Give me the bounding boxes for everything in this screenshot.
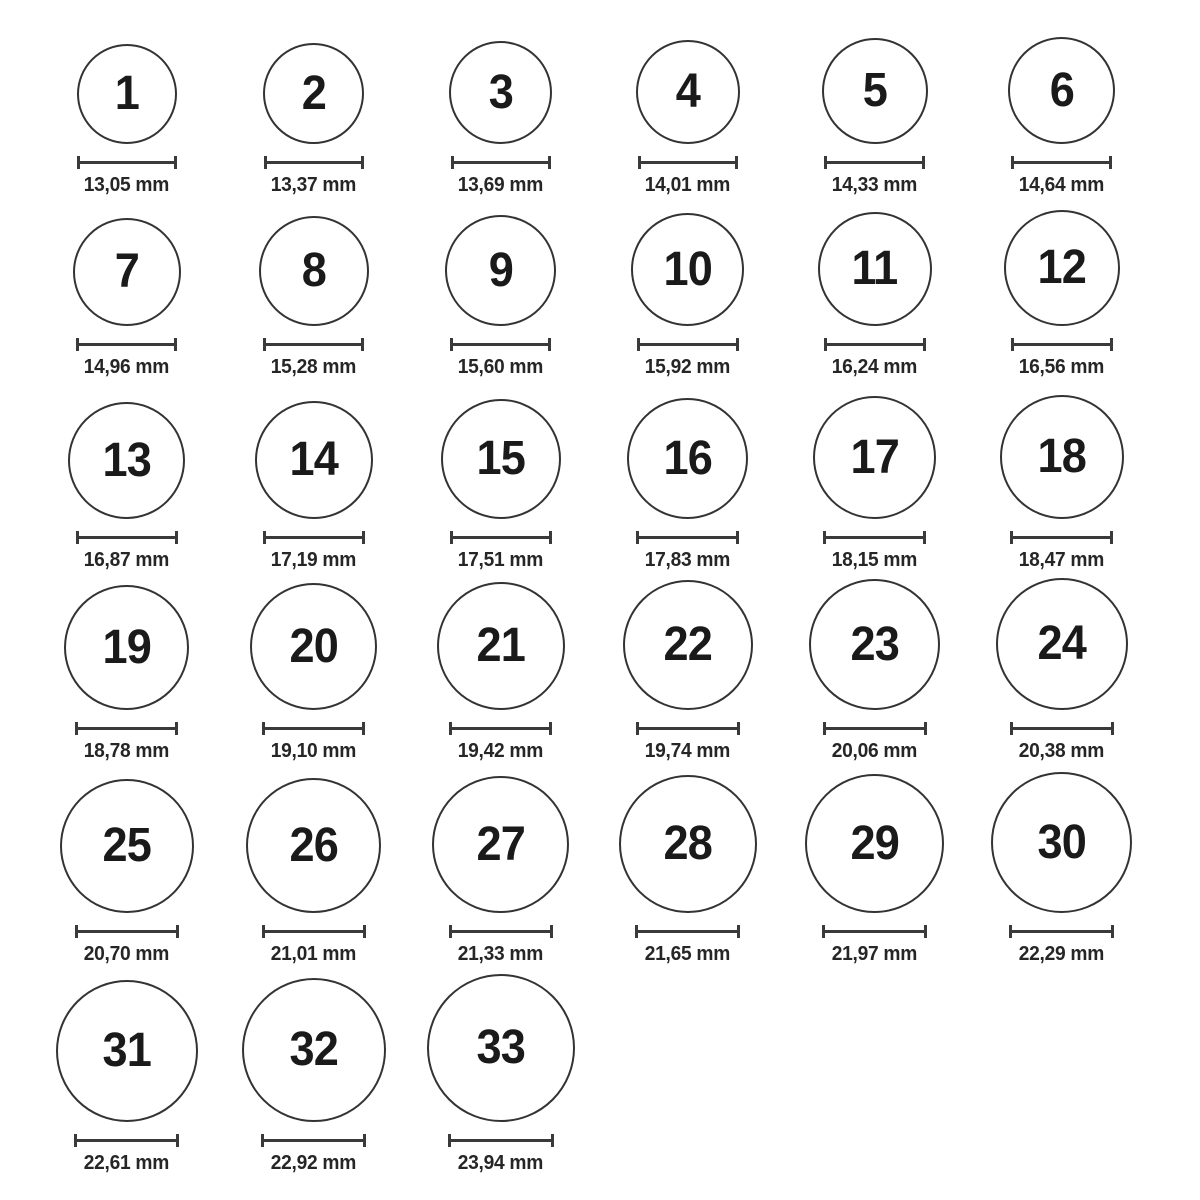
ring-size-number: 18 bbox=[1037, 430, 1086, 483]
ring-size-item bbox=[407, 974, 594, 1175]
ring-size-item bbox=[220, 778, 407, 966]
ring-circle bbox=[432, 776, 569, 913]
ring-circle bbox=[1000, 395, 1124, 519]
diameter-label: 20,06 mm bbox=[831, 740, 918, 762]
diameter-measure-line bbox=[449, 722, 552, 735]
diameter-measure-line bbox=[450, 338, 551, 351]
diameter-measure-line bbox=[1011, 338, 1113, 351]
ring-size-number: 12 bbox=[1037, 241, 1086, 294]
ring-size-item bbox=[968, 210, 1155, 379]
diameter-label: 23,94 mm bbox=[457, 1152, 544, 1174]
diameter-label: 21,97 mm bbox=[831, 943, 918, 965]
ring-size-number: 15 bbox=[476, 432, 525, 485]
diameter-measure-line bbox=[824, 338, 926, 351]
diameter-label: 14,01 mm bbox=[644, 174, 731, 196]
ring-size-item bbox=[781, 212, 968, 379]
ring-circle bbox=[68, 402, 185, 519]
diameter-label: 18,78 mm bbox=[83, 740, 170, 762]
chart-row bbox=[33, 210, 1200, 379]
ring-size-number: 4 bbox=[675, 65, 700, 118]
ring-circle bbox=[441, 399, 561, 519]
diameter-label: 14,64 mm bbox=[1018, 174, 1105, 196]
diameter-label: 22,92 mm bbox=[270, 1152, 357, 1174]
diameter-label: 20,70 mm bbox=[83, 943, 170, 965]
ring-circle bbox=[1008, 37, 1115, 144]
ring-size-item bbox=[594, 580, 781, 763]
ring-size-number: 32 bbox=[289, 1023, 338, 1076]
ring-size-item bbox=[220, 43, 407, 197]
diameter-measure-line bbox=[449, 925, 553, 938]
diameter-measure-line bbox=[450, 531, 552, 544]
ring-size-item bbox=[781, 38, 968, 197]
diameter-measure-line bbox=[635, 925, 740, 938]
chart-row bbox=[33, 395, 1200, 572]
diameter-measure-line bbox=[637, 338, 739, 351]
ring-size-item bbox=[407, 399, 594, 572]
ring-size-number: 20 bbox=[289, 619, 338, 673]
ring-circle bbox=[73, 218, 181, 326]
ring-circle bbox=[805, 774, 944, 913]
ring-circle bbox=[623, 580, 753, 710]
ring-size-item bbox=[781, 396, 968, 572]
diameter-label: 18,15 mm bbox=[831, 549, 918, 571]
ring-circle bbox=[255, 401, 373, 519]
ring-size-number: 26 bbox=[289, 818, 338, 872]
diameter-label: 21,33 mm bbox=[457, 943, 544, 965]
ring-circle bbox=[445, 215, 556, 326]
ring-circle bbox=[1004, 210, 1120, 326]
ring-size-item bbox=[594, 40, 781, 197]
diameter-label: 13,05 mm bbox=[83, 174, 170, 196]
chart-row bbox=[33, 974, 1200, 1175]
ring-size-number: 13 bbox=[102, 433, 151, 487]
diameter-measure-line bbox=[75, 722, 178, 735]
ring-size-number: 5 bbox=[862, 64, 887, 117]
ring-size-item bbox=[33, 779, 220, 966]
diameter-measure-line bbox=[263, 338, 364, 351]
ring-size-item bbox=[594, 775, 781, 966]
ring-size-item bbox=[33, 585, 220, 763]
diameter-label: 15,28 mm bbox=[270, 356, 357, 378]
ring-size-item bbox=[220, 583, 407, 763]
diameter-label: 17,51 mm bbox=[457, 549, 544, 571]
ring-size-chart bbox=[0, 37, 1200, 1200]
diameter-measure-line bbox=[1010, 722, 1114, 735]
ring-circle bbox=[77, 44, 177, 144]
diameter-measure-line bbox=[448, 1134, 554, 1147]
diameter-label: 21,01 mm bbox=[270, 943, 357, 965]
ring-circle bbox=[996, 578, 1128, 710]
ring-circle bbox=[242, 978, 386, 1122]
ring-size-item bbox=[33, 402, 220, 572]
ring-size-item bbox=[781, 579, 968, 763]
ring-size-item bbox=[407, 582, 594, 763]
diameter-measure-line bbox=[74, 1134, 179, 1147]
ring-size-number: 3 bbox=[488, 65, 513, 119]
ring-size-item bbox=[220, 216, 407, 379]
ring-size-number: 11 bbox=[851, 242, 898, 295]
ring-size-item bbox=[968, 578, 1155, 763]
ring-circle bbox=[991, 772, 1132, 913]
chart-row bbox=[33, 772, 1200, 966]
ring-size-item bbox=[968, 772, 1155, 966]
ring-circle bbox=[818, 212, 932, 326]
diameter-measure-line bbox=[638, 156, 738, 169]
ring-size-number: 29 bbox=[850, 816, 899, 870]
ring-circle bbox=[631, 213, 744, 326]
ring-circle bbox=[60, 779, 194, 913]
ring-size-number: 7 bbox=[114, 245, 139, 298]
ring-size-item bbox=[968, 395, 1155, 572]
ring-size-item bbox=[220, 978, 407, 1175]
diameter-measure-line bbox=[1010, 531, 1113, 544]
ring-circle bbox=[263, 43, 364, 144]
ring-size-number: 23 bbox=[850, 617, 899, 671]
diameter-label: 16,24 mm bbox=[831, 356, 918, 378]
diameter-label: 18,47 mm bbox=[1018, 549, 1105, 571]
ring-size-number: 19 bbox=[102, 620, 151, 674]
diameter-measure-line bbox=[636, 531, 739, 544]
ring-size-number: 25 bbox=[102, 819, 151, 872]
diameter-label: 19,74 mm bbox=[644, 740, 731, 762]
diameter-label: 21,65 mm bbox=[644, 943, 731, 965]
ring-size-item bbox=[407, 776, 594, 966]
diameter-label: 16,87 mm bbox=[83, 549, 170, 571]
ring-size-number: 9 bbox=[488, 243, 513, 297]
ring-size-item bbox=[594, 398, 781, 572]
ring-size-number: 24 bbox=[1037, 617, 1086, 670]
ring-circle bbox=[246, 778, 381, 913]
ring-size-number: 30 bbox=[1037, 815, 1086, 869]
diameter-label: 16,56 mm bbox=[1018, 356, 1105, 378]
ring-size-number: 8 bbox=[301, 244, 326, 297]
diameter-measure-line bbox=[76, 531, 178, 544]
diameter-label: 15,92 mm bbox=[644, 356, 731, 378]
diameter-label: 22,61 mm bbox=[83, 1152, 170, 1174]
ring-size-item bbox=[33, 44, 220, 197]
ring-size-number: 16 bbox=[663, 431, 712, 485]
ring-circle bbox=[56, 980, 198, 1122]
ring-size-number: 27 bbox=[476, 817, 525, 871]
diameter-label: 14,33 mm bbox=[831, 174, 918, 196]
ring-circle bbox=[437, 582, 565, 710]
ring-circle bbox=[813, 396, 936, 519]
ring-circle bbox=[427, 974, 575, 1122]
diameter-measure-line bbox=[261, 1134, 366, 1147]
ring-size-item bbox=[968, 37, 1155, 197]
diameter-measure-line bbox=[823, 531, 926, 544]
ring-size-number: 6 bbox=[1049, 63, 1074, 117]
diameter-measure-line bbox=[822, 925, 927, 938]
ring-size-number: 1 bbox=[114, 67, 139, 120]
ring-circle bbox=[627, 398, 748, 519]
ring-size-number: 33 bbox=[476, 1021, 525, 1074]
ring-circle bbox=[250, 583, 377, 710]
chart-row bbox=[33, 37, 1200, 197]
ring-size-number: 10 bbox=[663, 242, 712, 296]
ring-size-number: 28 bbox=[663, 817, 712, 870]
diameter-measure-line bbox=[264, 156, 364, 169]
ring-size-item bbox=[781, 774, 968, 966]
diameter-label: 17,19 mm bbox=[270, 549, 357, 571]
ring-circle bbox=[259, 216, 369, 326]
chart-row bbox=[33, 578, 1200, 763]
diameter-measure-line bbox=[1011, 156, 1112, 169]
diameter-label: 14,96 mm bbox=[83, 356, 170, 378]
diameter-measure-line bbox=[262, 722, 365, 735]
diameter-label: 20,38 mm bbox=[1018, 740, 1105, 762]
diameter-measure-line bbox=[1009, 925, 1114, 938]
diameter-label: 19,42 mm bbox=[457, 740, 544, 762]
diameter-measure-line bbox=[77, 156, 177, 169]
ring-size-number: 17 bbox=[850, 430, 899, 484]
ring-circle bbox=[449, 41, 552, 144]
diameter-label: 13,37 mm bbox=[270, 174, 357, 196]
ring-circle bbox=[809, 579, 940, 710]
diameter-measure-line bbox=[75, 925, 179, 938]
diameter-measure-line bbox=[76, 338, 177, 351]
diameter-label: 13,69 mm bbox=[457, 174, 544, 196]
diameter-measure-line bbox=[636, 722, 740, 735]
diameter-measure-line bbox=[451, 156, 551, 169]
diameter-label: 15,60 mm bbox=[457, 356, 544, 378]
diameter-measure-line bbox=[823, 722, 927, 735]
ring-size-number: 2 bbox=[301, 66, 326, 120]
ring-circle bbox=[636, 40, 740, 144]
diameter-measure-line bbox=[262, 925, 366, 938]
diameter-label: 22,29 mm bbox=[1018, 943, 1105, 965]
ring-circle bbox=[64, 585, 189, 710]
diameter-label: 19,10 mm bbox=[270, 740, 357, 762]
diameter-measure-line bbox=[824, 156, 925, 169]
ring-size-number: 31 bbox=[102, 1024, 151, 1077]
ring-size-number: 21 bbox=[476, 619, 525, 672]
ring-size-item bbox=[594, 213, 781, 379]
ring-size-number: 22 bbox=[663, 618, 712, 671]
ring-size-item bbox=[33, 980, 220, 1175]
ring-size-item bbox=[407, 215, 594, 379]
diameter-measure-line bbox=[263, 531, 365, 544]
ring-size-item bbox=[33, 218, 220, 379]
diameter-label: 17,83 mm bbox=[644, 549, 731, 571]
ring-circle bbox=[619, 775, 757, 913]
ring-size-number: 14 bbox=[289, 433, 338, 486]
ring-circle bbox=[822, 38, 928, 144]
ring-size-item bbox=[220, 401, 407, 572]
ring-size-item bbox=[407, 41, 594, 197]
